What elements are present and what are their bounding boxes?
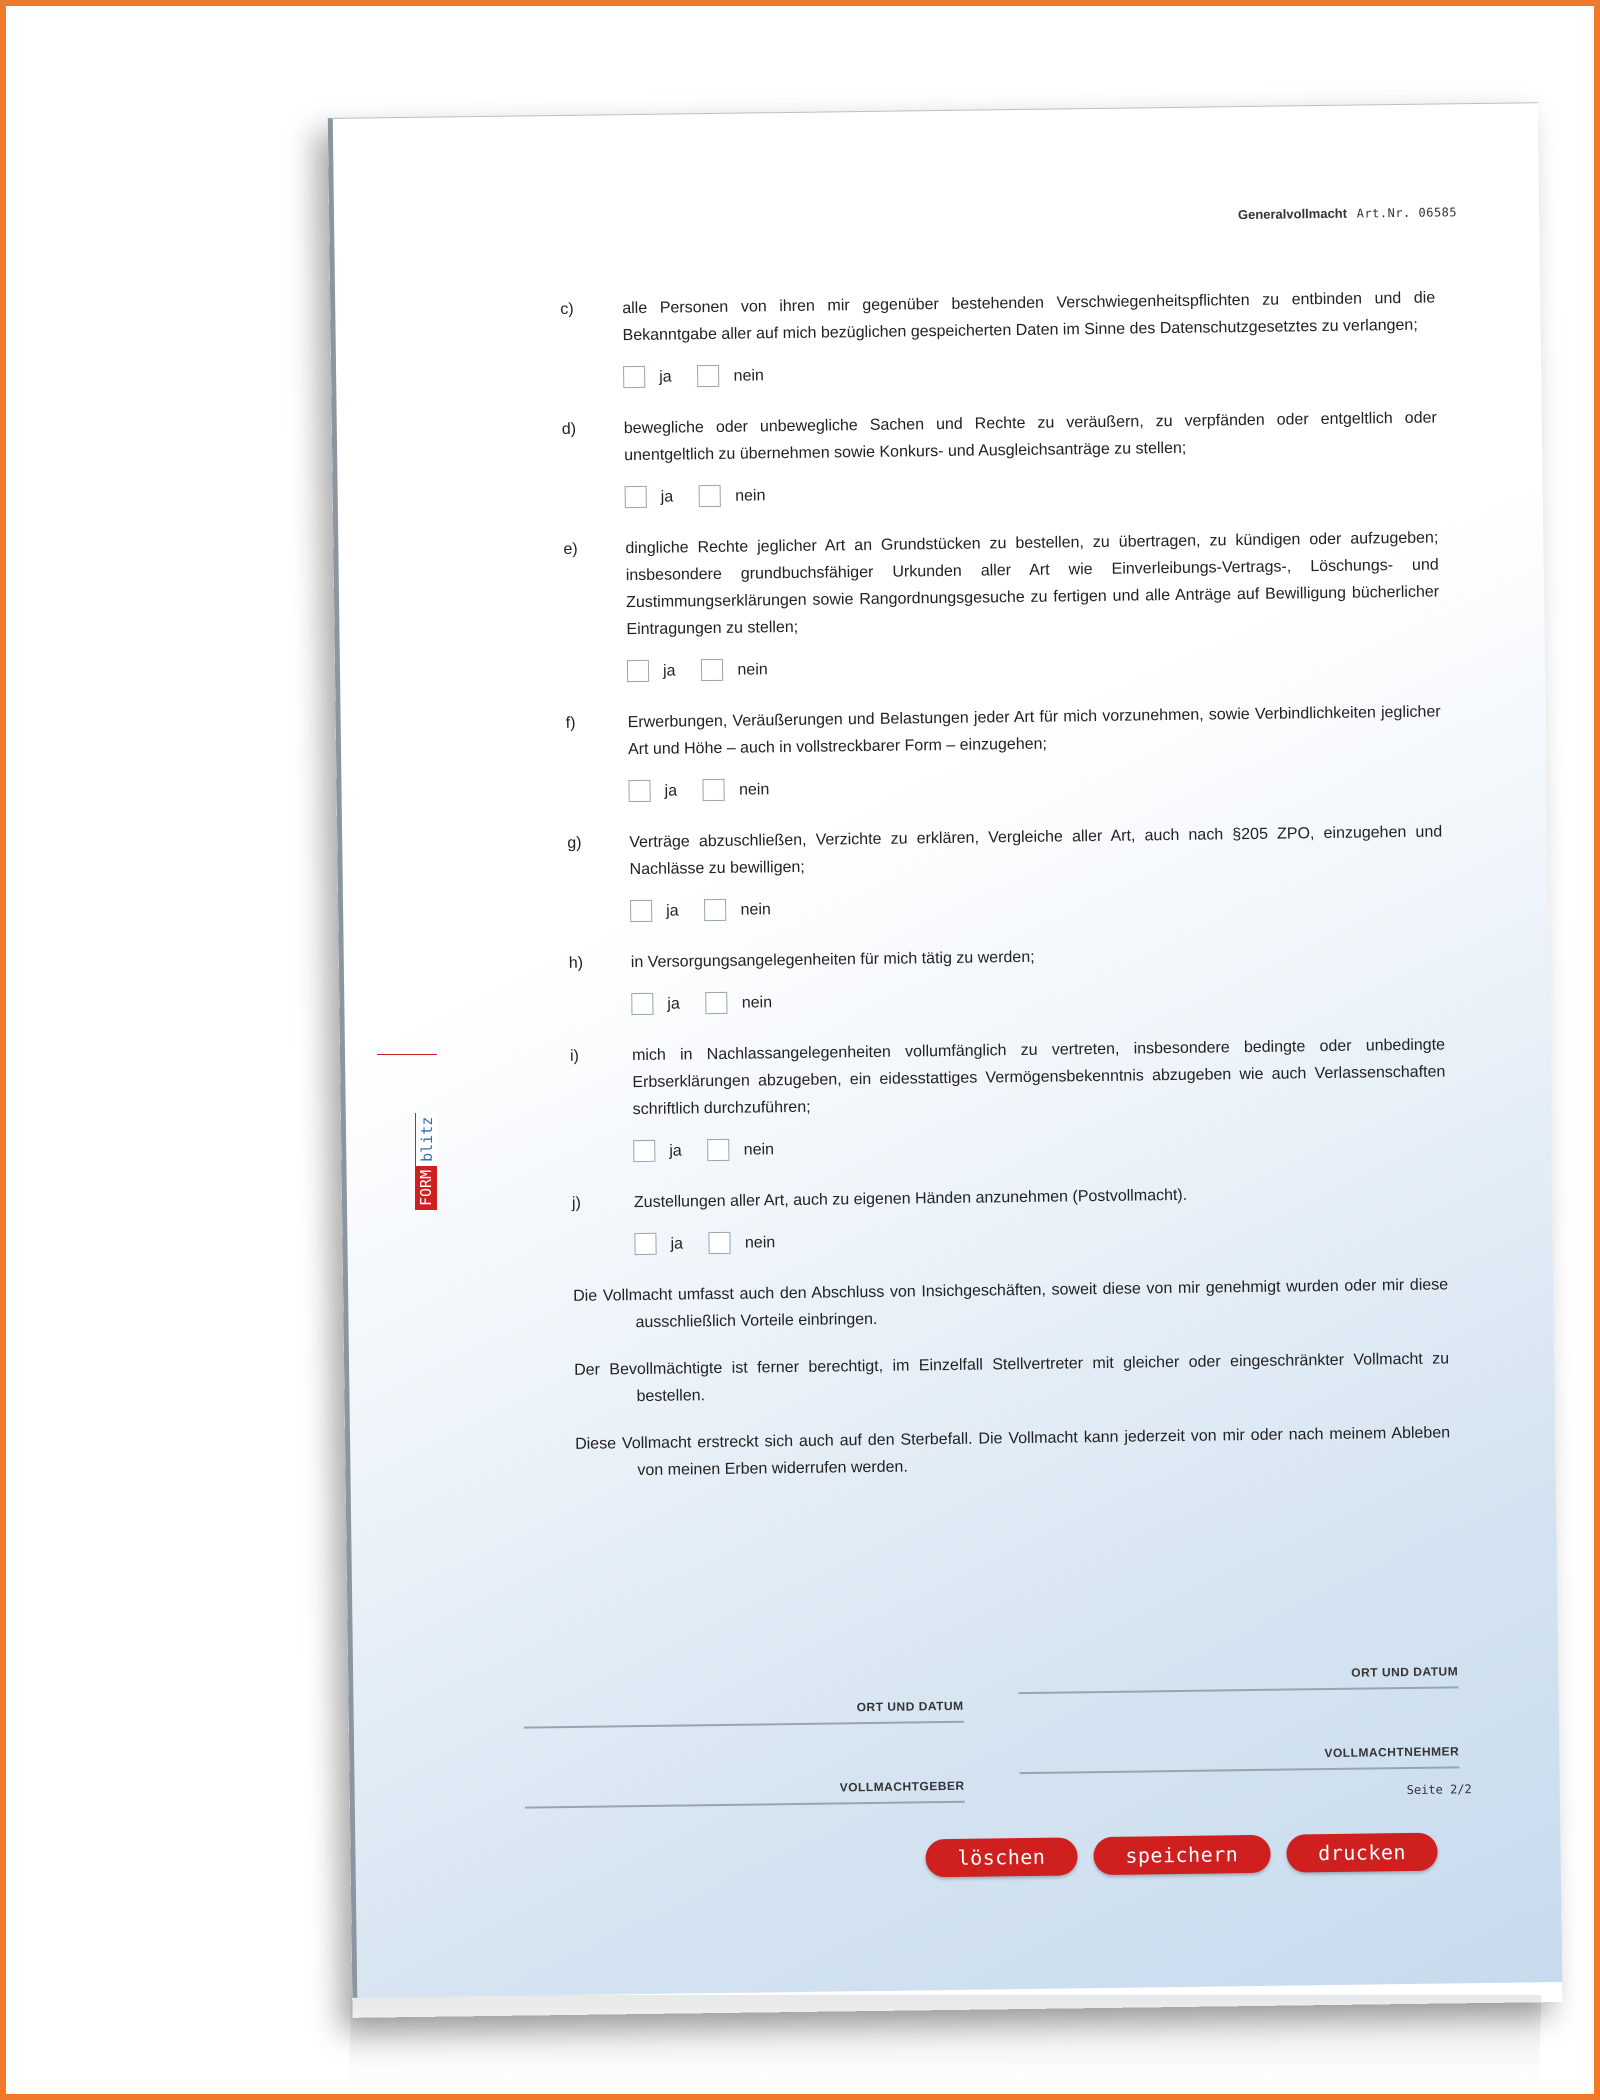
yes-no-options	[627, 646, 1440, 685]
yes-no-options	[633, 1126, 1446, 1165]
yes-checkbox[interactable]	[631, 993, 653, 1015]
delete-button[interactable]: löschen	[925, 1837, 1077, 1877]
document-header	[1238, 204, 1457, 222]
yes-label: ja	[660, 488, 674, 506]
place-date-right-label: ORT UND DATUM	[1351, 1664, 1459, 1680]
item-text: alle Personen von ihren mir gegenüber bestehenden Verschwiegenheitspflichten zu entbinden und die Bekanntgabe aller auf mich bezüglichen gespeicherten Daten im Sinne des Datenschutzgesetztes zu verlangen;	[622, 289, 1436, 345]
no-label: nein	[738, 780, 770, 799]
save-button[interactable]: speichern	[1093, 1835, 1270, 1875]
grantee-signature	[1019, 1744, 1459, 1774]
place-date-right-line[interactable]	[1018, 1686, 1458, 1694]
logo-blitz-text: blitz	[415, 1113, 437, 1166]
no-checkbox[interactable]	[697, 365, 719, 387]
item-text: dingliche Rechte jeglicher Art an Grundstücken zu bestellen, zu übertragen, zu kündigen oder aufzugeben; insbesondere grundbuchsfähiger Urkunden aller Art wie Einverleibungs-Vertrags-, Löschungs- und Zustimmungserklärungen sowie Rangordnungsgesuche zu fertigen und alle Anträge auf Bewilligung bücherlicher Eintragungen zu stellen;	[625, 529, 1440, 639]
no-label: nein	[744, 1233, 776, 1252]
list-item	[562, 405, 1438, 512]
paragraph	[573, 1271, 1449, 1336]
yes-label: ja	[666, 901, 679, 920]
item-letter: i)	[569, 1047, 580, 1065]
grantee-label: VOLLMACHTNEHMER	[1324, 1744, 1460, 1761]
no-checkbox[interactable]	[703, 779, 725, 801]
yes-no-options	[634, 1219, 1447, 1258]
list-item	[567, 818, 1443, 925]
item-text: Zustellungen aller Art, auch zu eigenen Händen anzunehmen (Postvollmacht).	[633, 1186, 1188, 1212]
item-letter: d)	[561, 420, 577, 438]
item-text: mich in Nachlassangelegenheiten vollumfänglich zu vertreten, insbesondere bedingte oder unbedingte Erbserklärungen abzugeben, ein eidesstattiges Vermögensbekenntnis abzugeben wie auch Verlassenschaften schriftlich durchzuführen;	[631, 1036, 1446, 1119]
logo-form-text: FORM	[415, 1166, 437, 1210]
no-checkbox[interactable]	[699, 485, 721, 507]
no-checkbox[interactable]	[701, 659, 723, 681]
place-date-left-line[interactable]	[524, 1721, 964, 1729]
yes-label: ja	[667, 994, 680, 1013]
item-letter: j)	[571, 1194, 581, 1212]
no-label: nein	[735, 486, 766, 505]
item-letter: h)	[568, 954, 584, 972]
grantor-signature	[525, 1779, 965, 1809]
no-checkbox[interactable]	[706, 992, 728, 1014]
yes-checkbox[interactable]	[634, 1233, 656, 1255]
list-item	[572, 1178, 1448, 1258]
grantor-label: VOLLMACHTGEBER	[839, 1778, 965, 1795]
yes-no-options	[630, 886, 1443, 925]
yes-label: ja	[659, 368, 672, 386]
paragraph-text: Diese Vollmacht erstreckt sich auch auf den Sterbefall. Die Vollmacht kann jederzeit von mir oder nach meinem Ableben von meinen Erben widerrufen werden.	[575, 1424, 1451, 1480]
article-number: Art.Nr. 06585	[1356, 205, 1458, 221]
yes-no-options	[623, 353, 1436, 392]
item-letter: f)	[565, 714, 576, 732]
yes-no-options	[631, 979, 1444, 1018]
formblitz-logo	[415, 1060, 441, 1210]
document-page	[328, 102, 1563, 1998]
document-content	[560, 285, 1451, 1505]
print-button[interactable]: drucken	[1286, 1833, 1438, 1873]
paragraph-text: Der Bevollmächtigte ist ferner berechtigt, im Einzelfall Stellvertreter mit gleicher oder eingeschränkter Vollmacht zu bestellen.	[574, 1350, 1450, 1406]
yes-checkbox[interactable]	[623, 366, 645, 388]
paragraph	[575, 1419, 1451, 1484]
item-letter: e)	[563, 540, 578, 558]
yes-checkbox[interactable]	[633, 1140, 655, 1162]
item-text: Erwerbungen, Veräußerungen und Belastungen jeder Art für mich vorzunehmen, sowie Verbindlichkeiten jeglicher Art und Höhe – auch in vollstreckbarer Form – einzugehen;	[627, 703, 1441, 759]
yes-label: ja	[664, 781, 678, 800]
item-text: in Versorgungsangelegenheiten für mich tätig zu werden;	[630, 948, 1035, 972]
no-label: nein	[733, 366, 764, 385]
yes-label: ja	[670, 1234, 684, 1253]
yes-no-options	[628, 766, 1441, 805]
no-label: nein	[743, 1140, 775, 1159]
yes-checkbox[interactable]	[627, 660, 649, 682]
item-text: bewegliche oder unbewegliche Sachen und Rechte zu veräußern, zu verpfänden oder entgeltlich oder unentgeltlich zu übernehmen sowie Konkurs- und Ausgleichsanträge zu stellen;	[623, 409, 1437, 465]
paragraph	[574, 1345, 1450, 1410]
item-letter: g)	[567, 834, 582, 852]
list-item	[570, 1031, 1447, 1165]
place-date-left-label: ORT UND DATUM	[856, 1698, 964, 1715]
document-title: Generalvollmacht	[1237, 205, 1348, 223]
grantor-line[interactable]	[525, 1801, 965, 1809]
item-text: Verträge abzuschließen, Verzichte zu erklären, Vergleiche aller Art, auch nach §205 ZPO, einzugehen und Nachlässe zu bewilligen;	[629, 823, 1443, 879]
item-letter: c)	[560, 300, 574, 318]
list-item	[563, 524, 1440, 685]
place-date-right	[1018, 1664, 1458, 1694]
logo-rule	[377, 1054, 437, 1055]
yes-label: ja	[669, 1141, 682, 1160]
action-buttons	[925, 1833, 1438, 1878]
yes-no-options	[625, 473, 1438, 512]
no-checkbox[interactable]	[709, 1232, 731, 1254]
no-checkbox[interactable]	[704, 899, 726, 921]
paragraph-text: Die Vollmacht umfasst auch den Abschluss von Insichgeschäften, soweit diese von mir genehmigt wurden oder mir diese ausschließlich Vorteile einbringen.	[573, 1276, 1449, 1332]
yes-label: ja	[662, 661, 676, 680]
yes-checkbox[interactable]	[628, 780, 650, 802]
no-checkbox[interactable]	[708, 1139, 730, 1161]
page-number: Seite 2/2	[1406, 1782, 1472, 1798]
no-label: nein	[740, 900, 771, 919]
grantee-line[interactable]	[1019, 1766, 1459, 1774]
no-label: nein	[737, 660, 768, 679]
signature-area	[523, 1664, 1485, 1847]
list-item	[566, 698, 1442, 805]
logo-wordmark	[415, 1060, 437, 1210]
list-item	[569, 938, 1445, 1018]
place-date-left	[524, 1699, 964, 1729]
list-item	[560, 285, 1436, 392]
no-label: nein	[741, 993, 773, 1012]
yes-checkbox[interactable]	[625, 486, 647, 508]
yes-checkbox[interactable]	[630, 900, 652, 922]
